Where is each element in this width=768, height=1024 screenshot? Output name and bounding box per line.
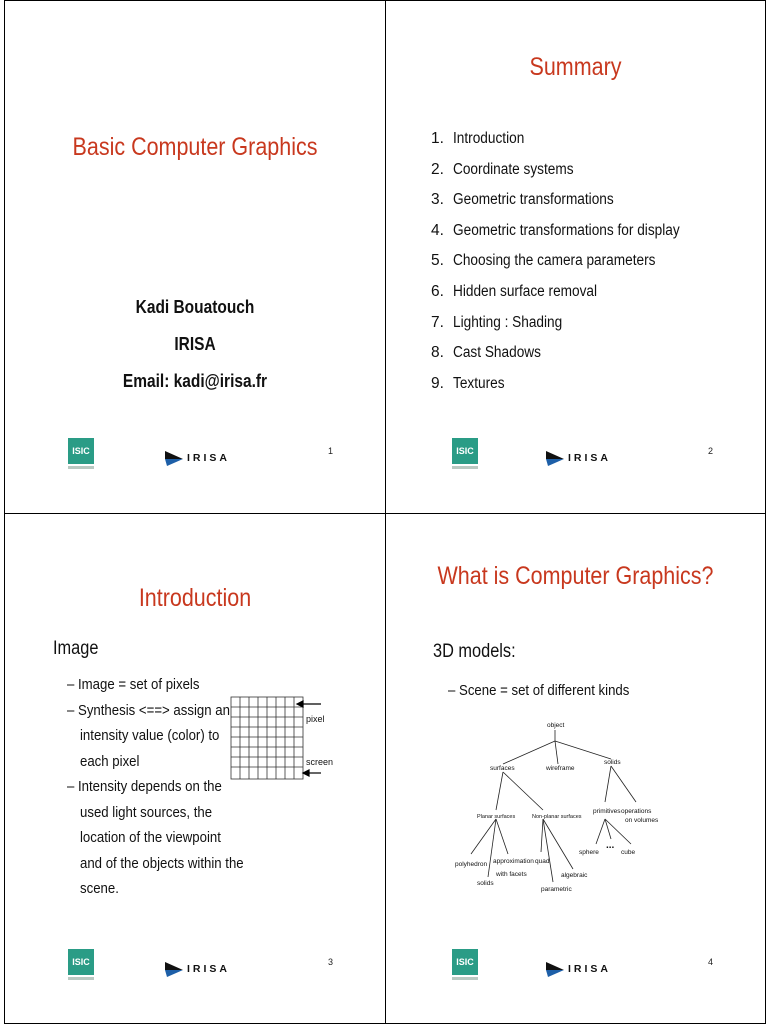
node-operations-1: operations bbox=[621, 808, 652, 815]
screen-label: screen bbox=[306, 757, 334, 767]
bullet-line: – Intensity depends on the bbox=[67, 778, 222, 795]
node-nonplanar-surfaces: Non-planar surfaces bbox=[532, 814, 582, 820]
node-surfaces: surfaces bbox=[490, 765, 515, 772]
summary-item bbox=[431, 188, 711, 219]
summary-item bbox=[431, 280, 711, 311]
summary-item-number: 6. bbox=[431, 282, 444, 300]
node-approximation-2: with facets bbox=[496, 871, 527, 878]
irisa-logo: IRISA bbox=[165, 449, 255, 469]
summary-item-number: 1. bbox=[431, 130, 444, 147]
summary-item-text: Cast Shadows bbox=[453, 344, 541, 362]
node-approximation-1: approximation bbox=[493, 858, 534, 865]
node-wireframe: wireframe bbox=[546, 765, 575, 772]
bullet-line: – Synthesis <==> assign an bbox=[67, 701, 230, 719]
page-number: 1 bbox=[328, 446, 334, 456]
isic-logo: ISIC bbox=[68, 949, 94, 981]
node-quad: quad bbox=[535, 858, 550, 865]
isic-logo: ISIC bbox=[452, 949, 478, 981]
node-parametric: parametric bbox=[541, 886, 572, 893]
node-ellipsis: ... bbox=[606, 840, 615, 851]
summary-item bbox=[431, 341, 711, 372]
section-heading: Image bbox=[53, 638, 99, 659]
summary-item bbox=[431, 249, 711, 280]
node-cube: cube bbox=[621, 849, 636, 856]
node-sphere: sphere bbox=[579, 849, 599, 856]
node-primitives: primitives bbox=[593, 808, 621, 815]
page-number: 2 bbox=[708, 446, 714, 456]
author-block bbox=[5, 289, 385, 400]
section-heading: 3D models: bbox=[433, 641, 516, 662]
node-solids: solids bbox=[604, 759, 621, 766]
summary-item bbox=[431, 372, 711, 403]
bullet-line: scene. bbox=[80, 880, 119, 897]
summary-item-number: 3. bbox=[431, 191, 444, 209]
tree-labels bbox=[455, 722, 659, 893]
bullet-line: used light sources, the bbox=[80, 803, 213, 821]
slide-title: What is Computer Graphics? bbox=[437, 562, 714, 590]
slide-title: Basic Computer Graphics bbox=[72, 133, 318, 161]
slide-4 bbox=[385, 513, 766, 1024]
irisa-flag-icon bbox=[165, 449, 185, 467]
summary-item-text: Choosing the camera parameters bbox=[453, 252, 656, 270]
page-number: 4 bbox=[708, 957, 714, 967]
summary-item-text: Lighting : Shading bbox=[453, 313, 563, 331]
bullet-line: – Image = set of pixels bbox=[67, 676, 200, 693]
bullet-line: and of the objects within the bbox=[80, 854, 244, 872]
node-operations-2: on volumes bbox=[625, 817, 659, 824]
pixel-label: pixel bbox=[306, 714, 325, 724]
irisa-logo: IRISA bbox=[546, 449, 636, 469]
irisa-flag-icon bbox=[546, 960, 566, 978]
summary-item-text: Geometric transformations for display bbox=[453, 221, 680, 239]
summary-item bbox=[431, 127, 711, 158]
bullet-list bbox=[448, 678, 654, 704]
summary-item-number: 5. bbox=[431, 252, 444, 270]
bullet-line: location of the viewpoint bbox=[80, 829, 221, 846]
irisa-flag-icon bbox=[546, 449, 566, 467]
summary-item-number: 7. bbox=[431, 313, 444, 331]
node-planar-surfaces: Planar surfaces bbox=[477, 814, 516, 820]
irisa-logo: IRISA bbox=[165, 960, 255, 980]
slide-1 bbox=[4, 0, 386, 514]
summary-item bbox=[431, 311, 711, 342]
summary-item-number: 2. bbox=[431, 160, 444, 178]
pixel-grid-figure bbox=[229, 694, 339, 784]
author-name: Kadi Bouatouch bbox=[135, 297, 255, 317]
summary-item bbox=[431, 219, 711, 250]
slide-2 bbox=[385, 0, 766, 514]
summary-item-number: 4. bbox=[431, 221, 444, 239]
author-email: Email: kadi@irisa.fr bbox=[122, 371, 268, 391]
irisa-logo: IRISA bbox=[546, 960, 636, 980]
summary-item-text: Coordinate systems bbox=[453, 160, 574, 178]
slide-title: Introduction bbox=[138, 584, 252, 612]
slide-title: Summary bbox=[529, 53, 622, 81]
page-number: 3 bbox=[328, 957, 334, 967]
isic-logo: ISIC bbox=[452, 438, 478, 470]
irisa-flag-icon bbox=[165, 960, 185, 978]
summary-item-number: 9. bbox=[431, 374, 444, 392]
author-institution: IRISA bbox=[174, 334, 216, 354]
summary-item-text: Hidden surface removal bbox=[453, 282, 598, 300]
summary-item-text: Introduction bbox=[453, 130, 525, 147]
isic-logo: ISIC bbox=[68, 438, 94, 470]
summary-item-text: Textures bbox=[453, 374, 505, 392]
node-algebraic: algebraic bbox=[561, 872, 588, 879]
slide-3 bbox=[4, 513, 386, 1024]
summary-list bbox=[431, 127, 711, 402]
bullet-line: – Scene = set of different kinds bbox=[448, 682, 630, 699]
node-solids-leaf: solids bbox=[477, 880, 494, 887]
pixel-grid bbox=[231, 697, 303, 779]
scene-hierarchy-diagram bbox=[451, 714, 666, 893]
node-object: object bbox=[547, 722, 565, 729]
bullet-line: each pixel bbox=[80, 752, 140, 770]
node-polyhedron: polyhedron bbox=[455, 861, 488, 868]
bullet-line: intensity value (color) to bbox=[80, 727, 220, 744]
summary-item bbox=[431, 158, 711, 189]
summary-item-number: 8. bbox=[431, 344, 444, 362]
summary-item-text: Geometric transformations bbox=[453, 191, 614, 209]
